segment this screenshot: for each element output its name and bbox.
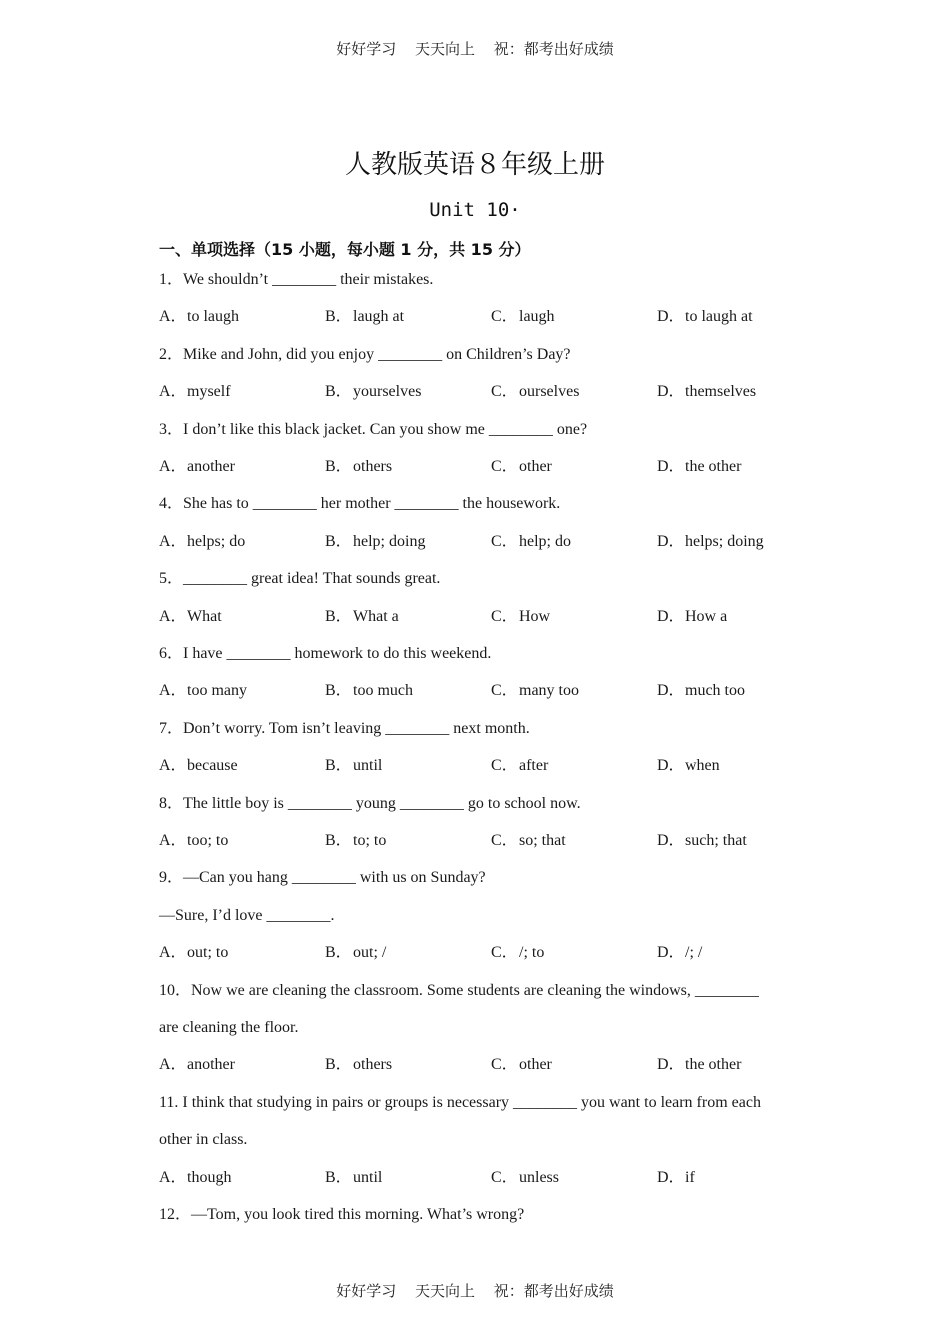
question-stem: 9．—Can you hang ________ with us on Sunday? (159, 869, 486, 887)
option-a (159, 1055, 235, 1075)
option-d (657, 307, 753, 327)
option-letter: B． (325, 532, 352, 550)
option-text: out; to (187, 944, 229, 962)
option-d (657, 756, 720, 776)
option-text: too; to (187, 832, 229, 849)
option-b (325, 756, 382, 776)
option-c (491, 1055, 552, 1075)
option-c (491, 382, 579, 402)
option-text: What (187, 607, 222, 625)
option-a (159, 607, 222, 627)
option-text: another (187, 458, 235, 475)
option-text: other (519, 458, 552, 475)
option-d (657, 532, 764, 552)
option-b (325, 681, 413, 701)
option-letter: A． (159, 308, 187, 326)
option-text: many too (519, 682, 579, 700)
option-letter: B． (325, 308, 352, 326)
option-text: How a (685, 607, 728, 625)
option-letter: B． (325, 607, 352, 625)
option-letter: D． (657, 532, 685, 550)
option-text: /; to (519, 944, 545, 962)
option-letter: A． (159, 383, 187, 401)
option-letter: D． (657, 607, 685, 625)
option-c (491, 831, 566, 851)
option-letter: B． (325, 757, 352, 775)
option-letter: A． (159, 1056, 187, 1074)
question-stem: 8．The little boy is ________ young ________ go to school now. (159, 794, 581, 812)
option-a (159, 681, 247, 701)
option-text: because (187, 757, 238, 775)
option-letter: B． (325, 832, 352, 849)
option-c (491, 756, 548, 776)
option-b (325, 307, 404, 327)
question-stem: 1．We shouldn’t ________ their mistakes. (159, 271, 434, 288)
option-text: out; / (353, 944, 387, 962)
option-letter: C． (491, 458, 518, 475)
option-text: too much (353, 682, 413, 700)
option-letter: C． (491, 607, 518, 625)
option-letter: A． (159, 607, 187, 625)
option-letter: D． (657, 458, 685, 475)
option-a (159, 457, 235, 477)
option-text: laugh at (353, 308, 405, 326)
option-b (325, 831, 386, 851)
question-stem: 5．________ great idea! That sounds great. (159, 570, 441, 588)
option-c (491, 1168, 559, 1188)
option-a (159, 756, 238, 776)
question-stem: 3．I don’t like this black jacket. Can you show me ________ one? (159, 420, 588, 438)
option-letter: D． (657, 682, 685, 700)
option-text: if (685, 1168, 695, 1186)
option-text: other (519, 1056, 552, 1074)
option-text: unless (519, 1168, 559, 1186)
option-d (657, 831, 747, 851)
option-b (325, 457, 392, 477)
option-b (325, 1168, 382, 1188)
option-letter: D． (657, 832, 685, 849)
option-letter: B． (325, 1168, 352, 1186)
question-stem-continued: other in class. (159, 1131, 248, 1149)
question-stem-continued: —Sure, I’d love ________. (159, 906, 335, 924)
question-stem: 4．She has to ________ her mother ________ the housework. (159, 495, 561, 513)
option-text: until (353, 757, 383, 775)
option-text: to; to (353, 832, 387, 849)
option-b (325, 382, 421, 402)
option-text: help; doing (353, 532, 426, 550)
option-letter: C． (491, 383, 518, 401)
header-text-3: 祝：都考出好成绩 (493, 40, 614, 58)
option-b (325, 532, 425, 552)
option-letter: D． (657, 944, 685, 962)
question-stem: 11. I think that studying in pairs or groups is necessary ________ you want to learn from each (159, 1093, 761, 1111)
footer-text-1: 好好学习 (336, 1282, 397, 1300)
option-letter: A． (159, 1168, 187, 1186)
option-letter: C． (491, 1056, 518, 1074)
header-text-1: 好好学习 (336, 40, 397, 58)
question-stem: 6．I have ________ homework to do this weekend. (159, 645, 492, 662)
option-letter: B． (325, 944, 352, 962)
option-text: How (519, 607, 551, 625)
option-text: myself (187, 383, 231, 401)
option-text: help; do (519, 532, 571, 550)
option-c (491, 607, 550, 627)
option-c (491, 457, 552, 477)
option-d (657, 681, 745, 701)
option-a (159, 382, 231, 402)
option-text: so; that (519, 832, 566, 849)
footer-text-3: 祝：都考出好成绩 (493, 1282, 614, 1300)
option-text: helps; do (187, 532, 246, 550)
option-letter: C． (491, 308, 518, 326)
option-text: to laugh (187, 308, 239, 326)
header-text-2: 天天向上 (414, 40, 475, 58)
option-text: too many (187, 682, 247, 700)
option-text: helps; doing (685, 532, 764, 550)
option-a (159, 532, 245, 552)
option-d (657, 382, 756, 402)
option-d (657, 1055, 741, 1075)
option-letter: D． (657, 757, 685, 775)
option-text: laugh (519, 308, 555, 326)
option-b (325, 943, 386, 963)
option-c (491, 532, 571, 552)
option-letter: B． (325, 458, 352, 475)
option-text: themselves (685, 383, 757, 401)
option-text: until (353, 1168, 383, 1186)
option-letter: C． (491, 832, 518, 849)
option-letter: B． (325, 682, 352, 700)
option-d (657, 943, 702, 963)
option-letter: D． (657, 308, 685, 326)
option-letter: D． (657, 1056, 685, 1074)
option-c (491, 681, 579, 701)
option-text: ourselves (519, 383, 580, 401)
option-text: after (519, 757, 549, 775)
option-d (657, 1168, 695, 1188)
option-text: to laugh at (685, 308, 753, 326)
option-letter: A． (159, 458, 187, 475)
document-title: 人教版英语８年级上册 (344, 150, 605, 180)
option-letter: A． (159, 532, 187, 550)
option-letter: A． (159, 832, 187, 849)
question-stem: 12．—Tom, you look tired this morning. What’s wrong? (159, 1206, 525, 1223)
option-text: the other (685, 458, 742, 475)
option-text: /; / (685, 944, 703, 962)
option-text: What a (353, 607, 399, 625)
option-letter: B． (325, 383, 352, 401)
option-letter: C． (491, 757, 518, 775)
option-text: another (187, 1056, 235, 1074)
option-d (657, 457, 741, 477)
option-c (491, 307, 555, 327)
option-a (159, 943, 228, 963)
page-header (0, 38, 950, 59)
option-text: others (353, 458, 393, 475)
option-c (491, 943, 544, 963)
page-footer (0, 1280, 950, 1301)
option-letter: C． (491, 1168, 518, 1186)
unit-heading: Unit 10· (429, 199, 521, 221)
option-d (657, 607, 727, 627)
footer-text-2: 天天向上 (414, 1282, 475, 1300)
option-a (159, 307, 239, 327)
option-text: the other (685, 1056, 742, 1074)
option-text: such; that (685, 832, 747, 849)
option-letter: A． (159, 757, 187, 775)
option-letter: A． (159, 682, 187, 700)
option-a (159, 831, 228, 851)
option-b (325, 1055, 392, 1075)
option-letter: C． (491, 944, 518, 962)
option-a (159, 1168, 231, 1188)
option-letter: A． (159, 944, 187, 962)
option-letter: C． (491, 682, 518, 700)
option-text: much too (685, 682, 745, 700)
option-b (325, 607, 399, 627)
section-heading: 一、单项选择（15 小题，每小题 1 分，共 15 分） (159, 240, 531, 259)
option-text: when (685, 757, 720, 775)
option-text: though (187, 1168, 232, 1186)
question-stem: 7．Don’t worry. Tom isn’t leaving ________ next month. (159, 719, 530, 737)
question-stem: 2．Mike and John, did you enjoy ________ on Children’s Day? (159, 345, 571, 363)
option-letter: C． (491, 532, 518, 550)
option-text: others (353, 1056, 393, 1074)
question-stem: 10．Now we are cleaning the classroom. Some students are cleaning the windows, ________ (159, 981, 759, 999)
option-letter: D． (657, 1168, 685, 1186)
option-letter: D． (657, 383, 685, 401)
option-letter: B． (325, 1056, 352, 1074)
question-stem-continued: are cleaning the floor. (159, 1019, 299, 1036)
option-text: yourselves (353, 383, 422, 401)
